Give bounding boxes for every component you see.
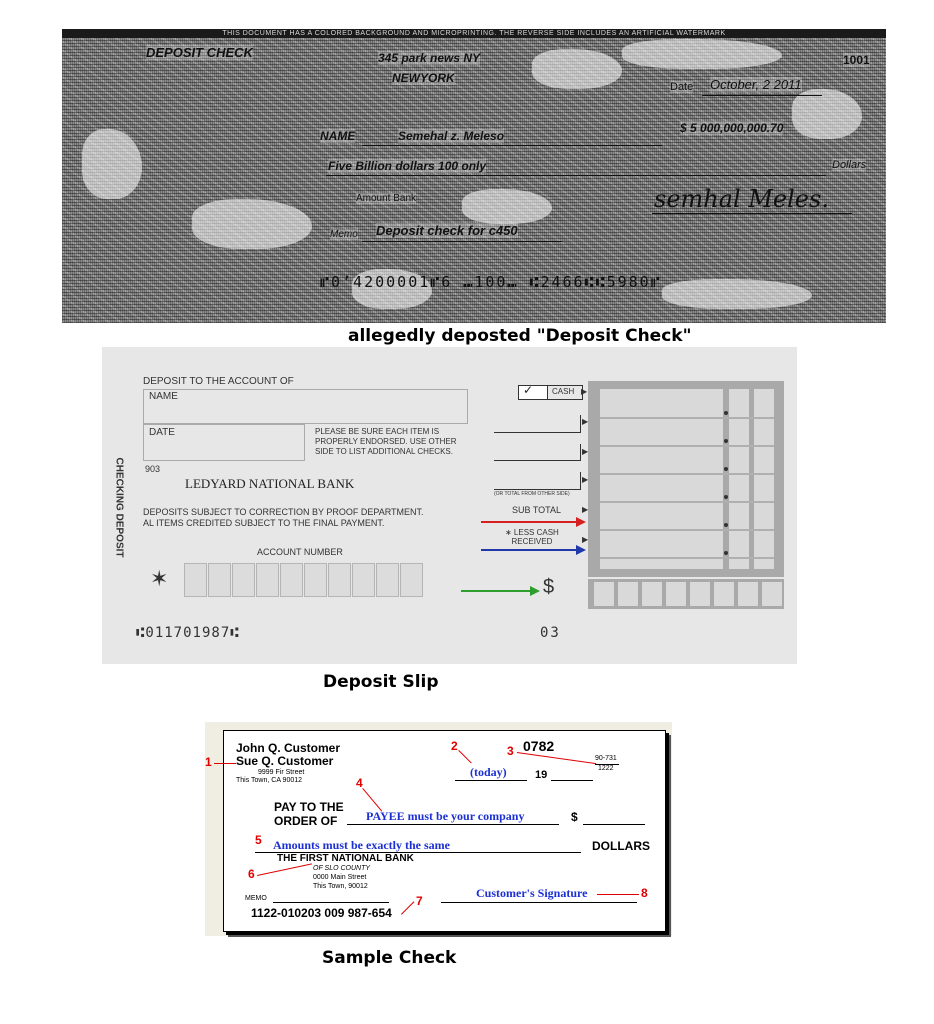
account-digit-box[interactable] <box>376 563 399 597</box>
name-label: NAME <box>320 129 356 143</box>
caption-deposit-slip: Deposit Slip <box>323 672 439 692</box>
routing-small: 903 <box>145 464 161 474</box>
decimal-dot <box>724 467 728 471</box>
total-digit-box[interactable] <box>762 582 782 606</box>
date-fill: (today) <box>470 765 507 779</box>
bank-name: LEDYARD NATIONAL BANK <box>185 476 355 491</box>
cash-label: CASH <box>552 387 575 396</box>
amount-row-line <box>600 529 774 531</box>
pay-to-label: PAY TO THE <box>274 800 344 814</box>
deposit-check-image <box>62 29 886 323</box>
endorse-note: PLEASE BE SURE EACH ITEM IS PROPERLY ENDORSED. USE OTHER SIDE TO LIST ADDITIONAL CHECKS. <box>315 427 457 456</box>
marker-6: 6 <box>248 867 255 881</box>
dollars-label: Dollars <box>832 159 867 171</box>
security-notice-band: THIS DOCUMENT HAS A COLORED BACKGROUND AND MICROPRINTING. THE REVERSE SIDE INCLUDES AN ARTIFICIAL WATERMARK <box>62 29 886 38</box>
decimal-dot <box>724 411 728 415</box>
decimal-dot <box>724 523 728 527</box>
name-field[interactable] <box>143 389 468 424</box>
asterisk-icon: ✶ <box>150 566 169 591</box>
payee-fill: PAYEE must be your company <box>366 809 525 823</box>
marker-2: 2 <box>451 739 458 753</box>
amount-row-line <box>600 445 774 447</box>
total-digit-box[interactable] <box>738 582 758 606</box>
caption-deposit-check: allegedly deposted "Deposit Check" <box>348 326 692 346</box>
holder-street: 9999 Fir Street <box>258 769 305 776</box>
total-digit-box[interactable] <box>594 582 614 606</box>
amount-bank-label: Amount Bank <box>356 193 417 204</box>
amount-words-fill: Amounts must be exactly the same <box>273 838 450 852</box>
other-side-note: (OR TOTAL FROM OTHER SIDE) <box>494 491 570 497</box>
triangle-right-icon: ▶ <box>581 387 588 396</box>
account-digit-box[interactable] <box>304 563 327 597</box>
less-cash-label: ∗ LESS CASH RECEIVED <box>505 528 559 546</box>
holder-city: This Town, CA 90012 <box>236 777 303 784</box>
caption-sample-check: Sample Check <box>322 948 457 968</box>
account-number-boxes[interactable] <box>184 563 426 597</box>
account-digit-box[interactable] <box>280 563 303 597</box>
amount-row-line <box>600 473 774 475</box>
amount-row-line <box>600 557 774 559</box>
account-holder-2: Sue Q. Customer <box>236 754 334 768</box>
total-digit-box[interactable] <box>618 582 638 606</box>
marker-5: 5 <box>255 833 262 847</box>
memo-label: Memo <box>330 229 358 240</box>
green-arrow-icon <box>458 583 542 599</box>
year-prefix: 19 <box>535 769 548 781</box>
bank-name: THE FIRST NATIONAL BANK <box>277 853 414 864</box>
bank-street: 0000 Main Street <box>313 874 367 881</box>
check-address-line-2: NEWYORK <box>392 71 455 85</box>
account-digit-box[interactable] <box>184 563 207 597</box>
account-digit-box[interactable] <box>328 563 351 597</box>
decimal-dot <box>724 551 728 555</box>
fraction-bottom: 1222 <box>598 765 614 772</box>
memo-value: Deposit check for c450 <box>376 223 518 238</box>
account-number-label: ACCOUNT NUMBER <box>257 547 343 557</box>
check-address-line-1: 345 park news NY <box>378 51 481 65</box>
fraction-top: 90-731 <box>595 755 617 762</box>
deposit-to-label: DEPOSIT TO THE ACCOUNT OF <box>143 376 294 387</box>
bank-county: OF SLO COUNTY <box>313 865 371 872</box>
date-label: DATE <box>149 427 175 438</box>
check-micr-line: 1122-010203 009 987-654 <box>251 906 392 920</box>
dollars-label: DOLLARS <box>592 839 650 853</box>
slip-micr-line: ⑆011701987⑆ <box>136 625 240 641</box>
account-digit-box[interactable] <box>256 563 279 597</box>
disclaimer: DEPOSITS SUBJECT TO CORRECTION BY PROOF DEPARTMENT. AL ITEMS CREDITED SUBJECT TO THE FINAL PAYMENT. <box>143 507 424 528</box>
slip-sequence: 03 <box>540 625 561 641</box>
decimal-dot <box>724 439 728 443</box>
account-digit-box[interactable] <box>208 563 231 597</box>
check-mark-icon: ✓ <box>523 383 534 397</box>
bank-city: This Town, 90012 <box>313 883 368 890</box>
account-digit-box[interactable] <box>232 563 255 597</box>
amount-dollar-sign: $ <box>571 810 578 824</box>
sample-check <box>205 722 672 936</box>
check-number: 0782 <box>523 738 555 754</box>
date-label: Date <box>670 81 694 93</box>
order-of-label: ORDER OF <box>274 814 338 828</box>
signature: semhal Meles. <box>654 185 829 213</box>
name-value: Semehal z. Meleso <box>398 129 505 143</box>
check-title: DEPOSIT CHECK <box>146 45 253 60</box>
decimal-dot <box>724 495 728 499</box>
dollar-sign: $ <box>543 576 555 598</box>
account-holder-1: John Q. Customer <box>236 741 341 755</box>
total-digit-box[interactable] <box>714 582 734 606</box>
date-value: October, 2 2011 <box>710 77 802 92</box>
total-digit-box[interactable] <box>690 582 710 606</box>
total-digit-box[interactable] <box>666 582 686 606</box>
micr-line: ⑈0ʼ4200001⑈6 ⑉100⑉ ⑆2466⑆⑆5980⑈ <box>320 273 662 291</box>
marker-7: 7 <box>416 894 423 908</box>
marker-1: 1 <box>205 755 212 769</box>
marker-3: 3 <box>507 744 514 758</box>
amount-numeric: $ 5 000,000,000.70 <box>680 121 784 135</box>
marker-8: 8 <box>641 886 648 900</box>
check-number: 1001 <box>843 53 870 67</box>
total-digit-box[interactable] <box>642 582 662 606</box>
memo-label: MEMO <box>245 895 267 902</box>
signature-fill: Customer's Signature <box>476 886 588 900</box>
name-label: NAME <box>149 391 178 402</box>
checking-deposit-label: CHECKING DEPOSIT <box>113 457 125 558</box>
amount-words: Five Billion dollars 100 only <box>328 159 487 173</box>
account-digit-box[interactable] <box>352 563 375 597</box>
amount-row-line <box>600 501 774 503</box>
amount-row-line <box>600 417 774 419</box>
deposit-slip: CHECKING DEPOSIT DEPOSIT TO THE ACCOUNT OF NAME DATE PLEASE BE SURE EACH ITEM IS PROPERLY ENDORSED. USE OTHER SIDE TO LIST ADDITIONAL CHECKS. 903 LEDYARD NATIONAL BANK DEPOSITS SUBJECT TO CORRECTION BY PROOF DEPARTMENT. AL ITEMS CREDITED SUBJECT TO THE FINAL PAYMENT. ACCOUNT NUMBER ✶ ⑆011701987⑆ 03 ✓ CASH ▶ ▶ ▶ ▶ (OR TOTAL FROM OTHER SIDE) SUB TOTAL ▶ ∗ LESS CASH RECEIVED ▶ $ <box>102 347 797 664</box>
account-digit-box[interactable] <box>400 563 423 597</box>
marker-4: 4 <box>356 776 363 790</box>
sub-total-label: SUB TOTAL <box>512 505 562 515</box>
